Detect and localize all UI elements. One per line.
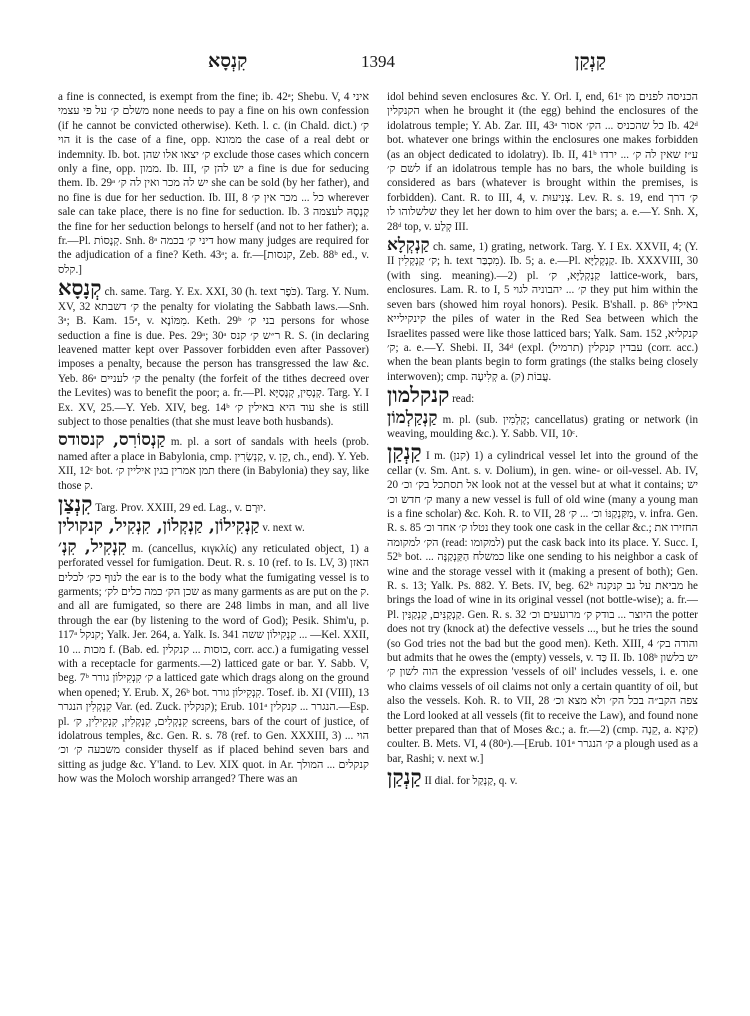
dictionary-entry [387,235,698,384]
entry-lemma: קַנְקַן [387,439,422,465]
right-running-headword: קַנְקַן [574,50,606,72]
entry-continuation: idol behind seven enclosures &c. Y. Orl. I, end, 61ᶜ הכניסה לפנים מן הקנקלין when he brought it (the egg) behind the enclosures of the idolatrous temple; Y. Ab. Zar. III, 43ᵃ כל שהכניס ... הק׳ אסור Ib. 42ᵈ bot. whatever one brings within the enclosures one makes forbidden (as an object dedicated to idolatry). Ib. II, 41ᵇ ע״ז שאין לה ק׳ ... ירדו לשם ק׳ if an idolatrous temple has no bars, the whole building is considered as bars (whatever is brought within the premises, is forbidden). Cant. R. to III, 4, v. צְנִיעוּת. Lev. R. s. 19, end ק׳ דרך שלשלוהו לו they let her down to him over the bars; a. e.—Y. Snh. X, 28ᵈ top, v. קְלַע III. [387,91,698,233]
entry-lemma: קַנְקְלָא [387,235,430,256]
dictionary-entry [387,382,698,408]
dictionary-entry [387,439,698,766]
page-number: 1394 [361,52,395,71]
entry-lemma: קנקלמון [387,382,450,408]
dictionary-entry [58,275,369,429]
entry-lemma: קִנְצַן [58,490,93,516]
right-column [387,90,698,996]
entry-definition: v. next w. [262,522,305,535]
entry-definition: m. (cancellus, κιγκλίς) any reticulated object, 1) a perforated vessel for fumigation. Deut. R. s. 10 (ref. to Is. LV, 3) האזן לנוף כק׳ לכלים the ear is to the body what the fumigating vessel is to garments; שכן הק׳ כמה כלים לק׳ as many garments as are put on the ק. and all are fumigated, so there are 248 limbs in man, and all live through the ear (by listening to the word of God); Pesik. Shim'u, p. 117ᵃ קנקל; Yalk. Jer. 264, a. Yalk. Is. 341 קִנְקִילוֹן ששה ... —Kel. XXII, 10 ... מכות f. (Bab. ed. כוסות ... קנקלין, corr. acc.) a fumigating vessel with a receptacle for garments.—2) latticed gate or bar. Y. Sabb. V, beg. 7ᵇ ק׳ קִנְקִילוֹן גורר a latticed gate which drags along on the ground when opened; Y. Erub. X, 26ᵇ bot. קִנְקִילוֹן גורר. Tosef. ib. XI (VIII), 13 קִנְקְלִין הנגרר Var. (ed. Zuck. קנקלין); Erub. 101ᵃ הנגרר ... קנקלין.—Esp. pl. קִנְקְלִים, קִנְקְלִין, קִנְקִילִין, ק׳ screens, bars of the court of justice, of idolatrous temples, &c. Gen. R. s. 78 (ref. to Gen. XXXIII, 3) ... הוי משבעה ק׳ וכ׳ consider thyself as if placed behind seven bars and sitting as judge &c. Y'land. to Lev. XIX quot. in Ar. קנקלים ... המולך how was the Moloch worship arranged? There was an [58,542,369,786]
dictionary-entry [58,536,369,787]
entry-definition: m. pl. a sort of sandals with heels (prob. named after a place in Babylonia, cmp. קַנְשְׂרִין, v. קֵן, ch., end). Y. Yeb. XII, 12ᶜ bot. תמן אמרין בגין איליין ק׳ there (in Babylonia) they say, like those ק. [58,436,369,492]
dictionary-entry [58,490,369,516]
entry-lemma: קְנָסָא [58,275,102,301]
dictionary-entry [58,516,369,537]
entry-lemma: קַנְקַלְמוֹן [387,407,438,428]
entry-definition: ch. same. Targ. Y. Ex. XXI, 30 (h. text כֹּפֶר). Targ. Y. Num. XV, 32 ק׳ דשבתא the penalty for violating the Sabbath laws.—Snh. 3ᵃ; B. Kam. 15ᵃ, v. מִמּוֹנָא. Keth. 29ᵇ בני ק׳ persons for whose seduction a fine is due. Pes. 29ᵃ; 30ᵃ ר״ש ק׳ קנס R. S. (in declaring leavened matter kept over Passover forbidden even after Passover) imposes a penalty, because the person has transgressed the law &c. Yeb. 86ᵃ ק׳ לעניים the penalty (the forfeit of the tithes decreed over the Levites) was to benefit the poor; a. fr.—Pl. קְנָסִין, קְנָסַיָּא. Targ. Y. I Ex. XV, 25.—Y. Yeb. XIV, beg. 14ᵇ עוד היא באילין ק׳ she is still subject to those penalties (that she must leave both husbands). [58,286,369,428]
left-running-headword: קִנְסָא [208,50,248,72]
entry-definition: read: [452,393,475,406]
entry-definition: m. pl. (sub. קָלְמִין; cancellatus) grating or network (in weaving, moulding &c.). Y. Sabb. VII, 10ᶜ. [387,413,698,440]
entry-lemma: קַנְקִילוֹן, קַנְקְלוֹן, קִנְקִיל, קנקולין [58,516,260,537]
entry-definition: I m. (קנן) 1) a cylindrical vessel let into the ground of the cellar (v. Sm. Ant. s. v. Dolium), in gen. wine- or oil-vessel. Ab. IV, 20 אל תסתכל בק׳ וכ׳ look not at the vessel but at what it contains; יש ק׳ חדש וכ׳ many a new vessel is full of old wine (many a young man is a fine scholar) &c. Koh. R. to VII, 28 מִקַּנְקַנּוֹ וכ׳ ... ק׳, v. infra. Gen. R. s. 85 נטלו ק׳ אחד וכ׳ they took one cask in the cellar &c.; החזירו את הק׳ למקומה (read: למקומו) put the cask back into its place. Y. Succ. I, 52ᵇ bot. ... כמשלח הַקַּנְקַנָּה like one sending to his neighbor a cask of wine and the storage vessel with it (making a present of both); Gen. R. s. 13; Yalk. Ps. 882. Y. Bets. IV, beg. 62ᵇ מביאת על גב קנקנה he brings the load of wine in its original vessel (not bottle-wise); a. fr.—Pl. קַנְקַנִּים, קַנְקַנִּין. Gen. R. s. 32 היוצר ... בודק ק׳ מרועעים וכ׳ the potter does not try (knock at) the defective vessels ..., but he tries the sound (so God tries not the bad but the good men). Keth. XIII, 4 והודה בק׳ but admits that he owes the (empty) vessels, v. כַּד II. Ib. 108ᵇ יש בלשון הוה לשון ק׳ the expression 'vessels of oil' includes vessels, i. e. one who claims vessels of oil claims not only a certain quantity of oil, but also the vessels. Koh. R. to VII, 28 צפה הקב״ה בכל הק׳ ולא מצא וכ׳ the Lord looked at all vessels (fit to receive the Law), and found none better prepared than that of Moses &c.; a. fr.—2) (cmp. קֵנָה, a. קִינָא) coulter. B. Mets. VI, 4 (80ᵃ).—[Erub. 101ᵃ ק׳ הנגרר a plough used as a bar, Rashi; v. next w.] [387,450,698,765]
entry-continuation: a fine is connected, is exempt from the fine; ib. 42ᵃ; Shebu. V, 4 איני משלם ק׳ על פי עצמי none needs to pay a fine on his own confession (if he cannot be convicted otherwise). Keth. l. c. (in Chald. dict.) ק׳ הוי it is the case of a fine, opp. ממונא the case of a real debt or indemnity. Ib. bot. ק׳ יצאו אלו שהן exclude those cases which concern only a fine, opp. ממון. Ib. III, יש להן ק׳ a fine is due for seducing them. Ib. 29ᵃ יש לה מכר ואין לה ק׳ she can be sold (by her father), and no fine is due for her seduction. Ib. III, 8 כל ... מכר אין ק׳ wherever sale can take place, there is no fine for seduction. Ib. 3 קְנָסָהּ לעצמה the fine for her seduction belongs to herself (and not to her father); a. fr.—Pl. קְנָסוֹת. Snh. 8ᵃ דיני ק׳ בכמה how many judges are required for the adjudication of a fine? Keth. 43ᵃ; a. fr.—[קנסות, Zeb. 88ᵇ ed., v. קלס.] [58,91,369,276]
entry-definition: ch. same, 1) grating, network. Targ. Y. I Ex. XXVII, 4; (Y. II ק׳ קַנְקְלִין; h. text מִכְבַּר). Ib. 5; a. e.—Pl. קַנְקְלַיָּא. Ib. XXXVIII, 30 (with sing. meaning).—2) pl. קַנְקְלַיָּא, ק׳ lattice-work, bars, enclosures. Lam. R. to I, 5 ק׳ ... יהבוניה לגוי they put him within the seven bars (showed him royal honors). Pesik. B'shall. p. 86ᵇ באילין קינקילייא the piles of water in the Red Sea between which the Israelites passed were like those latticed bars; Yalk. Sam. 152 קנקליא, ק׳; a. e.—Y. Shebi. II, 34ᵈ (expl. עבדין קנקלין (תרמיל) (corr. acc.) when the bean plants begin to form gratings (the stalks being closely interwoven); cmp. קְלִיעָה a. עֲבוֹת (ק). [387,241,698,383]
entry-definition: II dial. for קַנְקַל, q. v. [424,775,518,788]
dictionary-entry [387,407,698,442]
entry-definition: Targ. Prov. XXIII, 29 ed. Lag., v. יוּרָם. [95,501,266,514]
entry-lemma: קַנְסוֹרִס, קנסודס [58,430,166,451]
left-column [58,90,369,996]
dictionary-entry [387,764,698,790]
entry-lemma: קַנְקַן [387,764,422,790]
entry-lemma: קִנְקִיל, קִנְ׳ [58,536,127,557]
two-column-body [58,90,698,996]
page-header [58,50,698,76]
dictionary-entry [58,430,369,493]
